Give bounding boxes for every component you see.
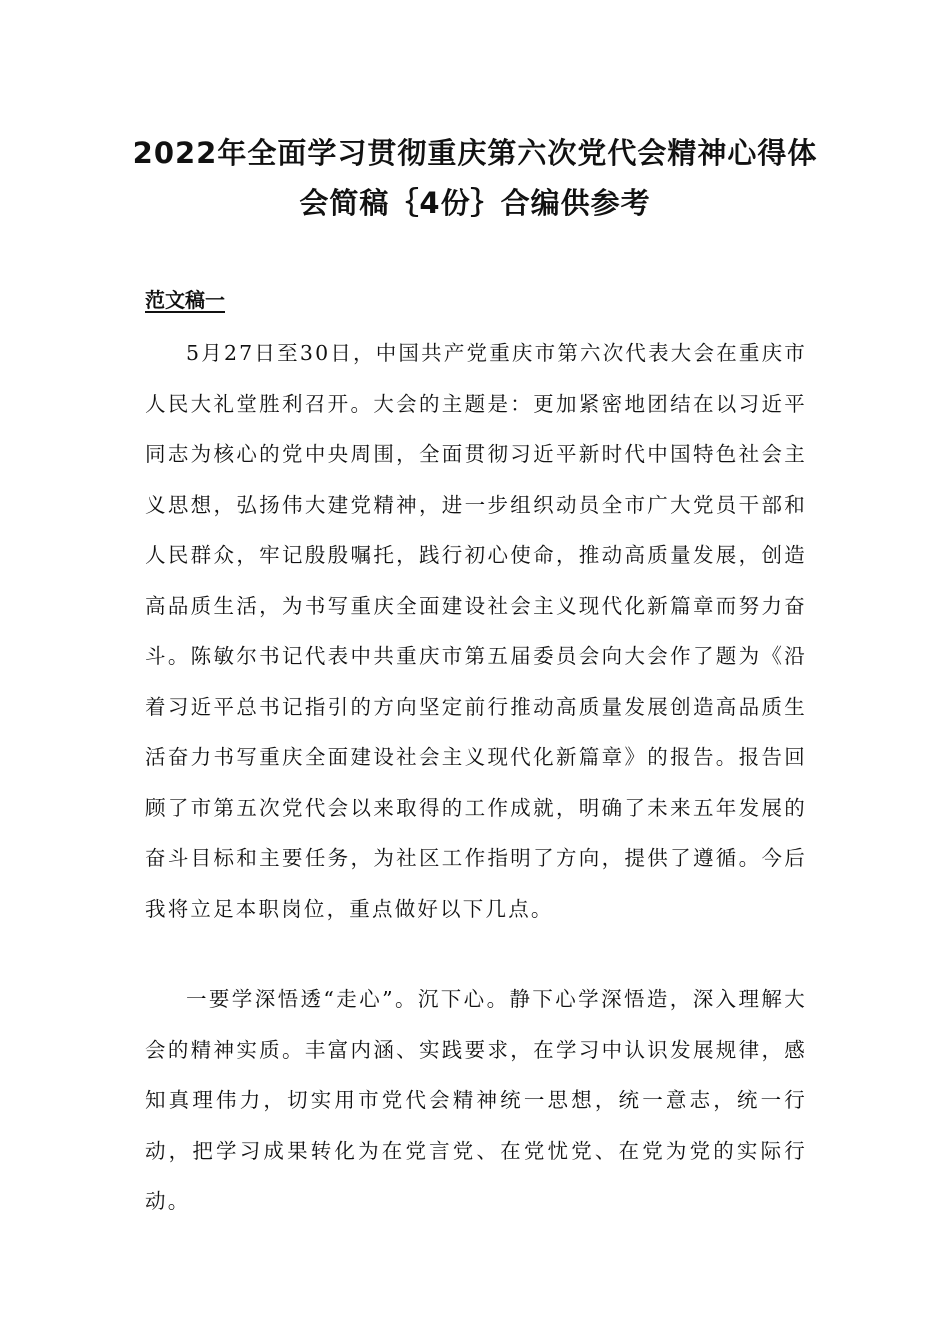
body-paragraph-2: 一要学深悟透“走心”。沉下心。静下心学深悟造，深入理解大会的精神实质。丰富内涵、实践要求，在学习中认识发展规律，感知真理伟力，切实用市党代会精神统一思想，统一意志，统一行动，把学习成果转化为在党言党、在党忧党、在党为党的实际行动。 — [145, 987, 807, 1213]
section-heading: 范文稿一 — [145, 288, 225, 312]
document-title-line-2: 会简稿｛4份｝合编供参考 — [299, 186, 651, 220]
document-title-line-1: 2022年全面学习贯彻重庆第六次党代会精神心得体 — [132, 136, 818, 170]
body-paragraph-1: 5月27日至30日，中国共产党重庆市第六次代表大会在重庆市人民大礼堂胜利召开。大会的主题是：更加紧密地团结在以习近平同志为核心的党中央周围，全面贯彻习近平新时代中国特色社会主义思想，弘扬伟大建党精神，进一步组织动员全市广大党员干部和人民群众，牢记殷殷嘱托，践行初心使命，推动高质量发展，创造高品质生活，为书写重庆全面建设社会主义现代化新篇章而努力奋斗。陈敏尔书记代表中共重庆市第五届委员会向大会作了题为《沿着习近平总书记指引的方向坚定前行推动高质量发展创造高品质生活奋力书写重庆全面建设社会主义现代化新篇章》的报告。报告回顾了市第五次党代会以来取得的工作成就，明确了未来五年发展的奋斗目标和主要任务，为社区工作指明了方向，提供了遵循。今后我将立足本职岗位，重点做好以下几点。 — [145, 341, 808, 921]
